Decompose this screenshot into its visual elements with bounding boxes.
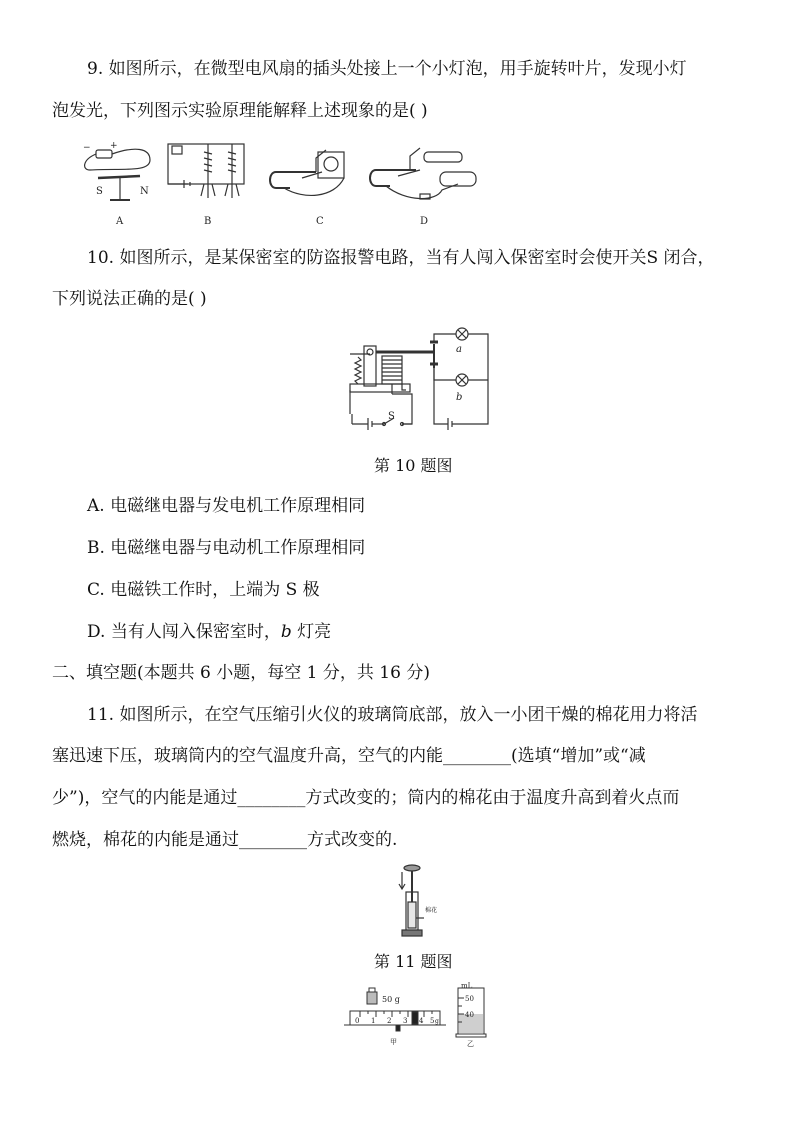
- q9-fig-a-mark-s: S: [96, 186, 103, 197]
- q10-option-c: C. 电磁铁工作时，上端为 S 极: [87, 580, 320, 600]
- fig12-scale-tick-0: 0: [355, 1017, 360, 1025]
- q9-fig-label-a: A: [116, 216, 124, 227]
- q10-caption: 第 10 题图: [374, 456, 453, 475]
- q9-fig-label-b: B: [204, 216, 212, 227]
- q10-option-d-suffix: 灯亮: [291, 622, 332, 642]
- q11-text-line2: 塞迅速下压，玻璃筒内的空气温度升高，空气的内能________(选填“增加”或“减: [52, 746, 646, 766]
- q11-fig-mark-cotton: 棉花: [425, 907, 438, 914]
- q10-circuit-figure: [338, 322, 498, 440]
- q9-fig-a-mark-n: N: [140, 186, 149, 197]
- fig12-scale-tick-1: 1: [371, 1017, 376, 1025]
- q11-text-line1: 11. 如图所示，在空气压缩引火仪的玻璃筒底部，放入一小团干燥的棉花用力将活: [87, 705, 698, 725]
- q10-text-line2: 下列说法正确的是( ): [52, 289, 207, 309]
- fig12-label-left: 甲: [390, 1038, 397, 1046]
- q9-fig-c: [270, 150, 344, 195]
- q10-option-b: B. 电磁继电器与电动机工作原理相同: [87, 538, 366, 558]
- q9-fig-b: [168, 144, 244, 198]
- q10-fig-switch-mark: S: [388, 411, 395, 422]
- q9-text-line2: 泡发光，下列图示实验原理能解释上述现象的是( ): [52, 101, 428, 121]
- q9-fig-label-d: D: [420, 216, 429, 227]
- q11-caption: 第 11 题图: [374, 952, 453, 971]
- fig12-cylinder-mark-40: 40: [465, 1011, 474, 1019]
- q9-fig-label-c: C: [316, 216, 324, 227]
- section2-title: 二、填空题(本题共 6 小题，每空 1 分，共 16 分): [52, 663, 430, 683]
- q11-text-line3: 少”)，空气的内能是通过________方式改变的；筒内的棉花由于温度升高到着火点而: [52, 788, 680, 808]
- q10-fig-lamp-a-mark: a: [456, 344, 462, 355]
- fig12-scale-tick-3: 3: [403, 1017, 408, 1025]
- fig12-scale-tick-4: 4: [419, 1017, 424, 1025]
- q11-text-line4: 燃烧，棉花的内能是通过________方式改变的.: [52, 830, 398, 850]
- fig12-weight-label: 50 g: [382, 995, 400, 1004]
- q9-figures: [80, 138, 480, 228]
- fig12-label-right: 乙: [467, 1040, 474, 1048]
- fig12-cylinder-mark-50: 50: [465, 995, 474, 1003]
- q10-option-d-prefix: D. 当有人闯入保密室时，: [87, 622, 281, 642]
- fig12-scale-unit: g: [435, 1018, 439, 1025]
- q9-text-line1: 9. 如图所示，在微型电风扇的插头处接上一个小灯泡，用手旋转叶片，发现小灯: [87, 59, 687, 79]
- q10-option-d-var: b: [280, 622, 292, 642]
- q10-fig-lamp-b-mark: b: [456, 392, 463, 403]
- fig12-scale-tick-5: 5: [430, 1017, 435, 1025]
- q10-option-d: [87, 620, 331, 644]
- fig12-scale-tick-2: 2: [387, 1017, 392, 1025]
- svg-text:+: +: [110, 141, 118, 151]
- q10-text-line1: 10. 如图所示，是某保密室的防盗报警电路，当有人闯入保密室时会使开关S 闭合，: [87, 248, 715, 268]
- q9-fig-d: [370, 148, 476, 199]
- fig12-balance-cylinder: [344, 984, 494, 1046]
- q10-option-a: A. 电磁继电器与发电机工作原理相同: [87, 496, 366, 516]
- fig12-cylinder-unit: mL: [461, 982, 473, 990]
- q11-fire-piston-figure: [392, 862, 442, 942]
- svg-text:−: −: [83, 143, 91, 153]
